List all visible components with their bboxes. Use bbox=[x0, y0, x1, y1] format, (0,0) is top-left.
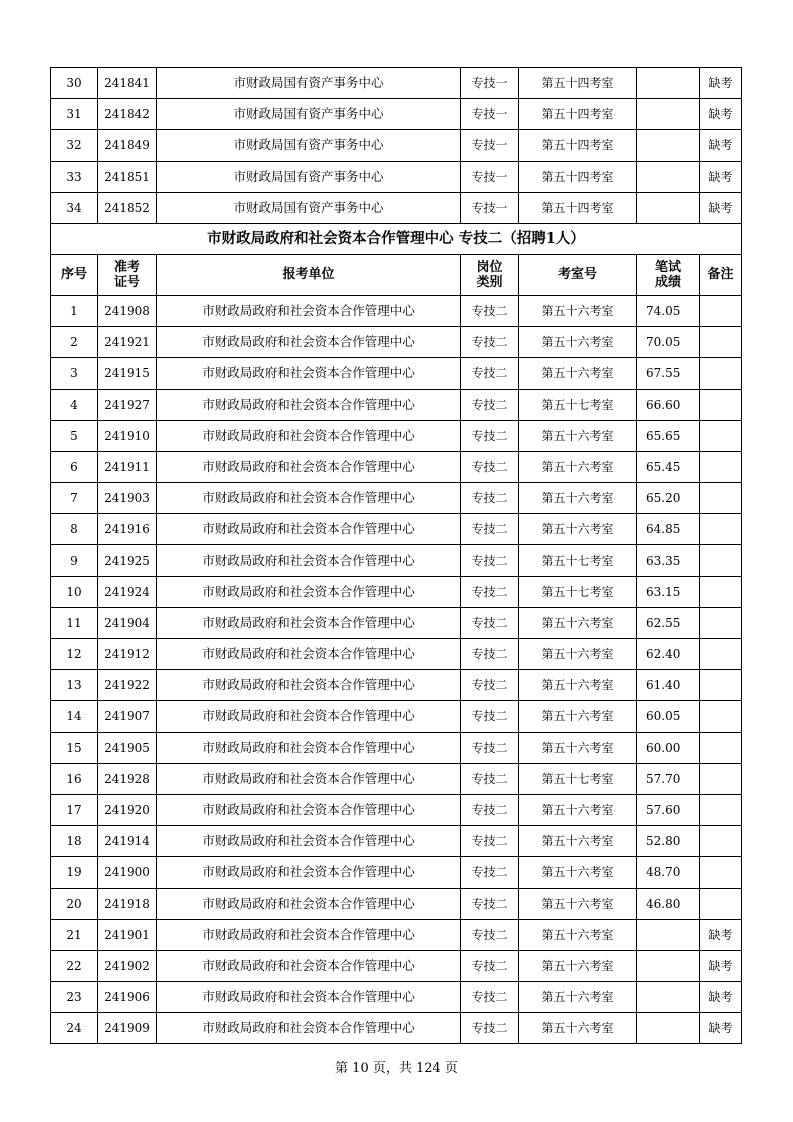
cell-score bbox=[637, 1013, 700, 1044]
cell-score: 57.70 bbox=[637, 763, 700, 794]
cell-seq: 5 bbox=[51, 420, 98, 451]
table-row bbox=[51, 826, 742, 857]
cell-unit: 市财政局政府和社会资本合作管理中心 bbox=[157, 607, 461, 638]
cell-note: 缺考 bbox=[700, 161, 742, 192]
cell-unit: 市财政局政府和社会资本合作管理中心 bbox=[157, 888, 461, 919]
cell-unit: 市财政局政府和社会资本合作管理中心 bbox=[157, 701, 461, 732]
cell-seq: 11 bbox=[51, 607, 98, 638]
cell-seq: 19 bbox=[51, 857, 98, 888]
cell-note bbox=[700, 295, 742, 326]
cell-seq: 7 bbox=[51, 483, 98, 514]
cell-room: 第五十六考室 bbox=[519, 483, 637, 514]
cell-note bbox=[700, 607, 742, 638]
cell-note: 缺考 bbox=[700, 192, 742, 223]
cell-note bbox=[700, 358, 742, 389]
table-row bbox=[51, 483, 742, 514]
table-row bbox=[51, 670, 742, 701]
cell-note bbox=[700, 514, 742, 545]
group1-rows bbox=[51, 68, 742, 224]
table-row bbox=[51, 950, 742, 981]
cell-cat: 专技二 bbox=[461, 420, 519, 451]
table-row bbox=[51, 794, 742, 825]
table-row bbox=[51, 545, 742, 576]
cell-id: 241842 bbox=[98, 99, 157, 130]
cell-id: 241925 bbox=[98, 545, 157, 576]
cell-score bbox=[637, 99, 700, 130]
cell-room: 第五十六考室 bbox=[519, 607, 637, 638]
cell-id: 241841 bbox=[98, 68, 157, 99]
cell-cat: 专技二 bbox=[461, 701, 519, 732]
cell-room: 第五十六考室 bbox=[519, 1013, 637, 1044]
cell-cat: 专技二 bbox=[461, 327, 519, 358]
table-row bbox=[51, 420, 742, 451]
table-row bbox=[51, 161, 742, 192]
cell-seq: 8 bbox=[51, 514, 98, 545]
cell-cat: 专技二 bbox=[461, 451, 519, 482]
cell-unit: 市财政局政府和社会资本合作管理中心 bbox=[157, 1013, 461, 1044]
cell-note bbox=[700, 327, 742, 358]
cell-seq: 20 bbox=[51, 888, 98, 919]
cell-room: 第五十六考室 bbox=[519, 701, 637, 732]
header-cat-text: 岗位类别 bbox=[476, 259, 503, 290]
cell-room: 第五十六考室 bbox=[519, 888, 637, 919]
cell-score: 66.60 bbox=[637, 389, 700, 420]
table-row bbox=[51, 857, 742, 888]
cell-id: 241903 bbox=[98, 483, 157, 514]
cell-note bbox=[700, 763, 742, 794]
results-table bbox=[50, 67, 742, 1044]
cell-cat: 专技一 bbox=[461, 192, 519, 223]
cell-id: 241912 bbox=[98, 639, 157, 670]
cell-cat: 专技二 bbox=[461, 670, 519, 701]
cell-room: 第五十四考室 bbox=[519, 68, 637, 99]
cell-id: 241924 bbox=[98, 576, 157, 607]
cell-unit: 市财政局国有资产事务中心 bbox=[157, 161, 461, 192]
cell-id: 241852 bbox=[98, 192, 157, 223]
cell-cat: 专技二 bbox=[461, 950, 519, 981]
cell-seq: 1 bbox=[51, 295, 98, 326]
cell-unit: 市财政局政府和社会资本合作管理中心 bbox=[157, 389, 461, 420]
cell-score: 46.80 bbox=[637, 888, 700, 919]
cell-seq: 14 bbox=[51, 701, 98, 732]
cell-cat: 专技二 bbox=[461, 607, 519, 638]
cell-seq: 15 bbox=[51, 732, 98, 763]
cell-seq: 23 bbox=[51, 982, 98, 1013]
cell-note: 缺考 bbox=[700, 919, 742, 950]
page-footer: 第 10 页，共 124 页 bbox=[335, 1061, 458, 1076]
cell-id: 241906 bbox=[98, 982, 157, 1013]
cell-room: 第五十七考室 bbox=[519, 545, 637, 576]
cell-id: 241851 bbox=[98, 161, 157, 192]
cell-room: 第五十六考室 bbox=[519, 295, 637, 326]
cell-seq: 2 bbox=[51, 327, 98, 358]
cell-seq: 3 bbox=[51, 358, 98, 389]
cell-unit: 市财政局政府和社会资本合作管理中心 bbox=[157, 639, 461, 670]
cell-unit: 市财政局国有资产事务中心 bbox=[157, 192, 461, 223]
cell-note bbox=[700, 888, 742, 919]
cell-seq: 10 bbox=[51, 576, 98, 607]
table-row bbox=[51, 295, 742, 326]
cell-cat: 专技二 bbox=[461, 857, 519, 888]
cell-note bbox=[700, 451, 742, 482]
cell-note: 缺考 bbox=[700, 950, 742, 981]
cell-room: 第五十六考室 bbox=[519, 794, 637, 825]
header-room: 考室号 bbox=[519, 254, 637, 295]
cell-note bbox=[700, 857, 742, 888]
table-row bbox=[51, 99, 742, 130]
cell-cat: 专技二 bbox=[461, 358, 519, 389]
cell-room: 第五十四考室 bbox=[519, 130, 637, 161]
cell-seq: 30 bbox=[51, 68, 98, 99]
cell-room: 第五十四考室 bbox=[519, 161, 637, 192]
cell-score: 62.40 bbox=[637, 639, 700, 670]
cell-seq: 12 bbox=[51, 639, 98, 670]
cell-unit: 市财政局政府和社会资本合作管理中心 bbox=[157, 295, 461, 326]
cell-note bbox=[700, 576, 742, 607]
cell-note: 缺考 bbox=[700, 68, 742, 99]
cell-score: 63.15 bbox=[637, 576, 700, 607]
table-row bbox=[51, 639, 742, 670]
cell-cat: 专技二 bbox=[461, 826, 519, 857]
cell-unit: 市财政局政府和社会资本合作管理中心 bbox=[157, 763, 461, 794]
cell-cat: 专技一 bbox=[461, 130, 519, 161]
cell-score bbox=[637, 192, 700, 223]
cell-seq: 32 bbox=[51, 130, 98, 161]
cell-room: 第五十六考室 bbox=[519, 826, 637, 857]
cell-unit: 市财政局政府和社会资本合作管理中心 bbox=[157, 857, 461, 888]
cell-score: 48.70 bbox=[637, 857, 700, 888]
cell-score bbox=[637, 161, 700, 192]
cell-unit: 市财政局政府和社会资本合作管理中心 bbox=[157, 420, 461, 451]
cell-room: 第五十六考室 bbox=[519, 857, 637, 888]
cell-room: 第五十七考室 bbox=[519, 576, 637, 607]
cell-score: 60.00 bbox=[637, 732, 700, 763]
cell-id: 241910 bbox=[98, 420, 157, 451]
section-header bbox=[51, 223, 742, 295]
cell-unit: 市财政局政府和社会资本合作管理中心 bbox=[157, 483, 461, 514]
cell-id: 241849 bbox=[98, 130, 157, 161]
group2-rows bbox=[51, 295, 742, 1044]
cell-room: 第五十六考室 bbox=[519, 358, 637, 389]
cell-unit: 市财政局政府和社会资本合作管理中心 bbox=[157, 950, 461, 981]
cell-id: 241907 bbox=[98, 701, 157, 732]
cell-room: 第五十四考室 bbox=[519, 99, 637, 130]
cell-seq: 24 bbox=[51, 1013, 98, 1044]
cell-note bbox=[700, 420, 742, 451]
cell-seq: 6 bbox=[51, 451, 98, 482]
cell-score: 62.55 bbox=[637, 607, 700, 638]
cell-room: 第五十六考室 bbox=[519, 451, 637, 482]
cell-id: 241918 bbox=[98, 888, 157, 919]
cell-score bbox=[637, 919, 700, 950]
header-id-text: 准考证号 bbox=[113, 259, 140, 290]
cell-seq: 22 bbox=[51, 950, 98, 981]
cell-score: 64.85 bbox=[637, 514, 700, 545]
header-unit: 报考单位 bbox=[157, 254, 461, 295]
table-row bbox=[51, 358, 742, 389]
cell-unit: 市财政局国有资产事务中心 bbox=[157, 99, 461, 130]
header-score bbox=[637, 254, 700, 295]
section-title-row bbox=[51, 223, 742, 254]
header-note: 备注 bbox=[700, 254, 742, 295]
cell-unit: 市财政局政府和社会资本合作管理中心 bbox=[157, 576, 461, 607]
cell-cat: 专技二 bbox=[461, 763, 519, 794]
cell-id: 241927 bbox=[98, 389, 157, 420]
cell-seq: 31 bbox=[51, 99, 98, 130]
cell-score bbox=[637, 130, 700, 161]
cell-id: 241901 bbox=[98, 919, 157, 950]
cell-unit: 市财政局政府和社会资本合作管理中心 bbox=[157, 451, 461, 482]
cell-room: 第五十六考室 bbox=[519, 420, 637, 451]
cell-unit: 市财政局政府和社会资本合作管理中心 bbox=[157, 826, 461, 857]
cell-score: 52.80 bbox=[637, 826, 700, 857]
cell-room: 第五十七考室 bbox=[519, 389, 637, 420]
cell-score: 61.40 bbox=[637, 670, 700, 701]
table-row bbox=[51, 1013, 742, 1044]
cell-cat: 专技一 bbox=[461, 68, 519, 99]
cell-unit: 市财政局政府和社会资本合作管理中心 bbox=[157, 794, 461, 825]
table-row bbox=[51, 192, 742, 223]
cell-unit: 市财政局政府和社会资本合作管理中心 bbox=[157, 545, 461, 576]
cell-score: 70.05 bbox=[637, 327, 700, 358]
cell-score: 65.65 bbox=[637, 420, 700, 451]
column-header-row bbox=[51, 254, 742, 295]
cell-id: 241908 bbox=[98, 295, 157, 326]
cell-seq: 34 bbox=[51, 192, 98, 223]
cell-cat: 专技二 bbox=[461, 295, 519, 326]
header-score-text: 笔试成绩 bbox=[654, 259, 681, 290]
cell-room: 第五十六考室 bbox=[519, 950, 637, 981]
cell-seq: 16 bbox=[51, 763, 98, 794]
cell-room: 第五十六考室 bbox=[519, 327, 637, 358]
cell-unit: 市财政局国有资产事务中心 bbox=[157, 130, 461, 161]
cell-note: 缺考 bbox=[700, 130, 742, 161]
cell-unit: 市财政局政府和社会资本合作管理中心 bbox=[157, 982, 461, 1013]
cell-cat: 专技二 bbox=[461, 794, 519, 825]
cell-cat: 专技二 bbox=[461, 514, 519, 545]
cell-room: 第五十六考室 bbox=[519, 919, 637, 950]
cell-id: 241928 bbox=[98, 763, 157, 794]
table-row bbox=[51, 732, 742, 763]
cell-id: 241900 bbox=[98, 857, 157, 888]
cell-score: 65.20 bbox=[637, 483, 700, 514]
cell-room: 第五十六考室 bbox=[519, 639, 637, 670]
cell-note bbox=[700, 794, 742, 825]
cell-cat: 专技一 bbox=[461, 99, 519, 130]
table-row bbox=[51, 389, 742, 420]
cell-note bbox=[700, 732, 742, 763]
cell-unit: 市财政局政府和社会资本合作管理中心 bbox=[157, 670, 461, 701]
cell-id: 241904 bbox=[98, 607, 157, 638]
table-row bbox=[51, 888, 742, 919]
cell-seq: 4 bbox=[51, 389, 98, 420]
table-row bbox=[51, 919, 742, 950]
table-row bbox=[51, 130, 742, 161]
cell-unit: 市财政局国有资产事务中心 bbox=[157, 68, 461, 99]
header-cat bbox=[461, 254, 519, 295]
cell-unit: 市财政局政府和社会资本合作管理中心 bbox=[157, 327, 461, 358]
cell-cat: 专技二 bbox=[461, 483, 519, 514]
cell-seq: 33 bbox=[51, 161, 98, 192]
cell-note bbox=[700, 639, 742, 670]
cell-id: 241911 bbox=[98, 451, 157, 482]
cell-note: 缺考 bbox=[700, 1013, 742, 1044]
cell-score bbox=[637, 982, 700, 1013]
cell-score: 60.05 bbox=[637, 701, 700, 732]
cell-id: 241921 bbox=[98, 327, 157, 358]
cell-score: 65.45 bbox=[637, 451, 700, 482]
cell-seq: 18 bbox=[51, 826, 98, 857]
cell-note: 缺考 bbox=[700, 982, 742, 1013]
cell-id: 241920 bbox=[98, 794, 157, 825]
cell-room: 第五十六考室 bbox=[519, 514, 637, 545]
cell-id: 241915 bbox=[98, 358, 157, 389]
cell-note bbox=[700, 670, 742, 701]
table-row bbox=[51, 701, 742, 732]
cell-note bbox=[700, 826, 742, 857]
cell-score: 57.60 bbox=[637, 794, 700, 825]
cell-cat: 专技二 bbox=[461, 888, 519, 919]
table-row bbox=[51, 576, 742, 607]
header-id bbox=[98, 254, 157, 295]
table-row bbox=[51, 68, 742, 99]
cell-seq: 9 bbox=[51, 545, 98, 576]
cell-cat: 专技二 bbox=[461, 545, 519, 576]
cell-note bbox=[700, 389, 742, 420]
section-title: 市财政局政府和社会资本合作管理中心 专技二（招聘1人） bbox=[51, 223, 742, 254]
cell-id: 241922 bbox=[98, 670, 157, 701]
cell-cat: 专技二 bbox=[461, 732, 519, 763]
table-row bbox=[51, 514, 742, 545]
cell-cat: 专技二 bbox=[461, 919, 519, 950]
cell-id: 241905 bbox=[98, 732, 157, 763]
cell-score: 74.05 bbox=[637, 295, 700, 326]
cell-cat: 专技二 bbox=[461, 576, 519, 607]
cell-room: 第五十七考室 bbox=[519, 763, 637, 794]
cell-seq: 13 bbox=[51, 670, 98, 701]
cell-cat: 专技二 bbox=[461, 389, 519, 420]
cell-seq: 21 bbox=[51, 919, 98, 950]
cell-cat: 专技二 bbox=[461, 1013, 519, 1044]
cell-note bbox=[700, 545, 742, 576]
cell-score bbox=[637, 950, 700, 981]
cell-room: 第五十六考室 bbox=[519, 670, 637, 701]
cell-cat: 专技一 bbox=[461, 161, 519, 192]
cell-cat: 专技二 bbox=[461, 982, 519, 1013]
table-row bbox=[51, 327, 742, 358]
cell-room: 第五十四考室 bbox=[519, 192, 637, 223]
table-row bbox=[51, 451, 742, 482]
cell-note: 缺考 bbox=[700, 99, 742, 130]
cell-seq: 17 bbox=[51, 794, 98, 825]
cell-id: 241909 bbox=[98, 1013, 157, 1044]
cell-score: 67.55 bbox=[637, 358, 700, 389]
cell-unit: 市财政局政府和社会资本合作管理中心 bbox=[157, 732, 461, 763]
cell-room: 第五十六考室 bbox=[519, 732, 637, 763]
cell-unit: 市财政局政府和社会资本合作管理中心 bbox=[157, 919, 461, 950]
cell-note bbox=[700, 483, 742, 514]
cell-id: 241916 bbox=[98, 514, 157, 545]
cell-score bbox=[637, 68, 700, 99]
table-row bbox=[51, 763, 742, 794]
cell-score: 63.35 bbox=[637, 545, 700, 576]
cell-note bbox=[700, 701, 742, 732]
cell-room: 第五十六考室 bbox=[519, 982, 637, 1013]
cell-unit: 市财政局政府和社会资本合作管理中心 bbox=[157, 514, 461, 545]
cell-cat: 专技二 bbox=[461, 639, 519, 670]
table-row bbox=[51, 607, 742, 638]
header-seq: 序号 bbox=[51, 254, 98, 295]
cell-id: 241902 bbox=[98, 950, 157, 981]
cell-id: 241914 bbox=[98, 826, 157, 857]
cell-unit: 市财政局政府和社会资本合作管理中心 bbox=[157, 358, 461, 389]
table-row bbox=[51, 982, 742, 1013]
